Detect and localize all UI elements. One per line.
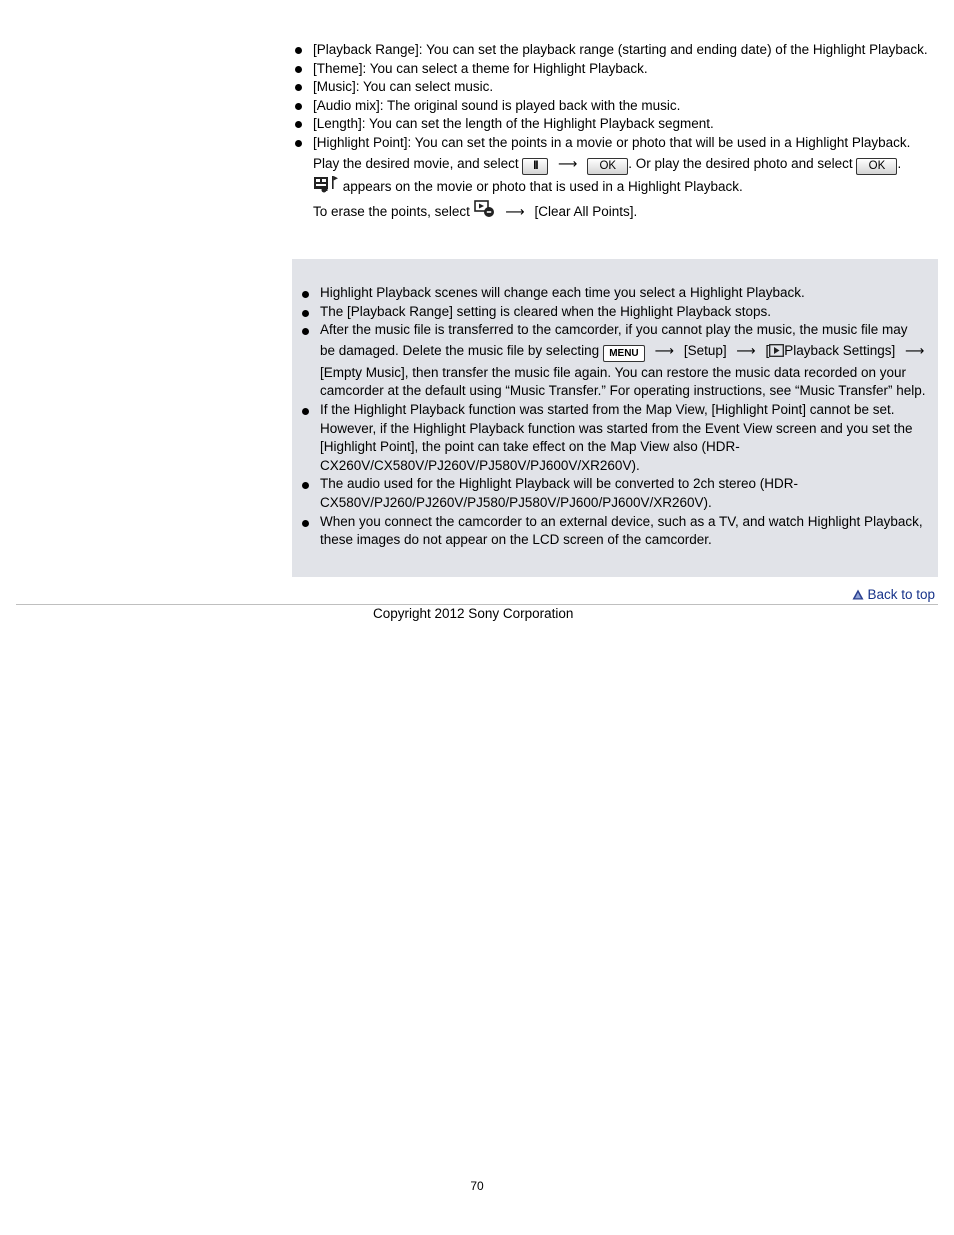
highlight-point-intro: [Highlight Point]: You can set the points in a movie or photo that will be used in a Highlight Playback. bbox=[313, 134, 911, 150]
instruction-text: To erase the points, select bbox=[313, 203, 470, 219]
instruction-text: . bbox=[897, 155, 902, 171]
list-item: When you connect the camcorder to an external device, such as a TV, and watch Highlight Playback, these images do not appear on the LCD screen of the camcorder. bbox=[299, 513, 932, 550]
highlight-point-icon bbox=[313, 175, 339, 200]
arrow-icon: ⟶ bbox=[558, 155, 578, 171]
list-item-highlight-point bbox=[292, 134, 938, 225]
list-item: [Theme]: You can select a theme for Highlight Playback. bbox=[292, 60, 938, 79]
back-to-top-triangle-icon bbox=[852, 587, 864, 606]
list-item-music bbox=[299, 321, 932, 401]
highlight-point-appears bbox=[313, 175, 938, 200]
instruction-text: . Or play the desired photo and select bbox=[628, 155, 853, 171]
notes-box bbox=[292, 259, 938, 577]
note-text: [ bbox=[765, 342, 770, 358]
playback-icon bbox=[769, 342, 784, 364]
instruction-text: [Clear All Points]. bbox=[534, 203, 638, 219]
arrow-icon: ⟶ bbox=[654, 342, 675, 358]
highlight-point-erase bbox=[313, 200, 938, 225]
list-item: The audio used for the Highlight Playback will be converted to 2ch stereo (HDR-CX580V/PJ260/PJ260V/PJ580/PJ580V/PJ600/PJ600V/XR260V). bbox=[299, 475, 932, 512]
note-text: [Setup] bbox=[683, 342, 727, 358]
note-text: be damaged. Delete the music file by selecting bbox=[320, 342, 600, 358]
highlight-point-instruction bbox=[313, 153, 938, 175]
settings-list bbox=[292, 41, 938, 225]
notes-list bbox=[299, 284, 932, 550]
list-item: [Playback Range]: You can set the playback range (starting and ending date) of the Highlight Playback. bbox=[292, 41, 938, 60]
menu-button-icon: MENU bbox=[603, 345, 645, 362]
ok-button-icon: OK bbox=[587, 158, 628, 175]
instruction-text: appears on the movie or photo that is used in a Highlight Playback. bbox=[342, 178, 743, 194]
note-text: [Empty Music], then transfer the music file again. You can restore the music data recorded on your camcorder at the default using “Music Transfer.” For operating instructions, see “Music Transfer” help. bbox=[320, 364, 926, 399]
copyright: Copyright 2012 Sony Corporation bbox=[373, 606, 574, 621]
arrow-icon: ⟶ bbox=[736, 342, 756, 358]
list-item: [Music]: You can select music. bbox=[292, 78, 938, 97]
list-item: If the Highlight Playback function was started from the Map View, [Highlight Point] cannot be set. However, if the Highlight Playback function was started from the Event View screen and you set the [Highlight Point], the point can take effect on the Map View also (HDR-CX260V/CX580V/PJ260V/PJ580V/PJ600V/XR260V). bbox=[299, 401, 932, 475]
note-text: Playback Settings] bbox=[784, 342, 896, 358]
back-to-top-link[interactable] bbox=[852, 586, 935, 606]
clear-points-icon bbox=[474, 200, 496, 225]
music-menu-instruction bbox=[320, 340, 932, 364]
list-item: Highlight Playback scenes will change each time you select a Highlight Playback. bbox=[299, 284, 932, 303]
list-item: The [Playback Range] setting is cleared when the Highlight Playback stops. bbox=[299, 303, 932, 322]
pause-button-icon: II bbox=[522, 158, 548, 175]
arrow-icon: ⟶ bbox=[505, 203, 525, 219]
ok-button-icon: OK bbox=[856, 158, 897, 175]
back-to-top-label: Back to top bbox=[867, 587, 935, 602]
note-text: After the music file is transferred to the camcorder, if you cannot play the music, the music file may bbox=[320, 322, 908, 338]
page-number: 70 bbox=[470, 1179, 484, 1193]
list-item: [Audio mix]: The original sound is played back with the music. bbox=[292, 97, 938, 116]
list-item: [Length]: You can set the length of the Highlight Playback segment. bbox=[292, 115, 938, 134]
arrow-icon: ⟶ bbox=[905, 342, 925, 358]
instruction-text: Play the desired movie, and select bbox=[313, 155, 519, 171]
